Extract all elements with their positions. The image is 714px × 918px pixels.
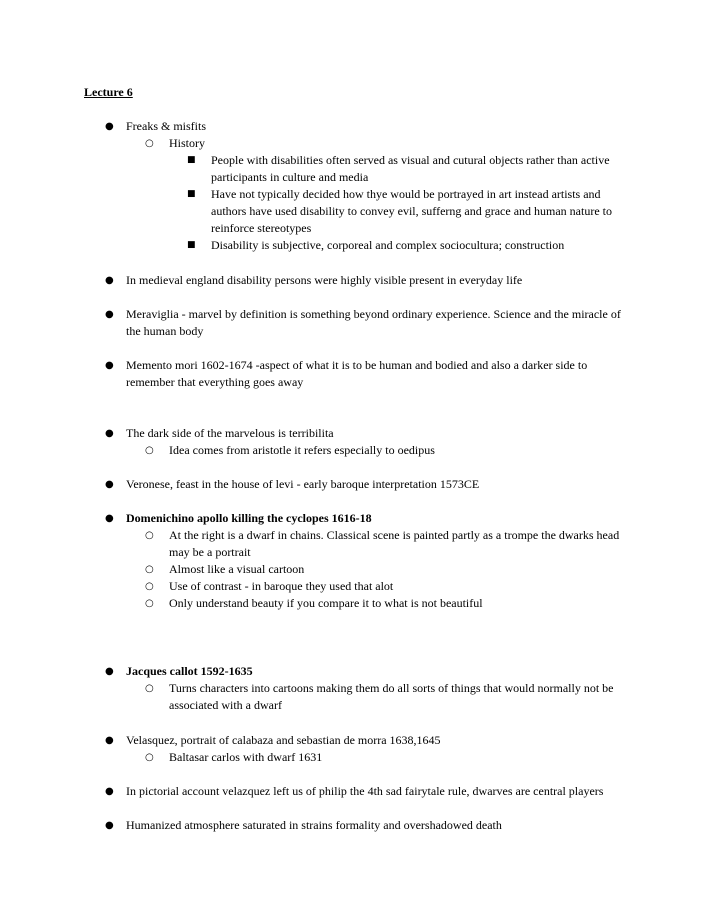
list-item: Humanized atmosphere saturated in strains formality and overshadowed death: [126, 818, 502, 832]
disc-bullet-icon: ●: [105, 820, 114, 831]
list-item: Velasquez, portrait of calabaza and sebastian de morra 1638,1645: [126, 733, 441, 747]
list-item: The dark side of the marvelous is terribilita: [126, 426, 334, 440]
circle-bullet-icon: ○: [145, 598, 154, 609]
circle-bullet-icon: ○: [145, 683, 154, 694]
page-title: Lecture 6: [84, 85, 133, 99]
list-item: Memento mori 1602-1674 -aspect of what it is to be human and bodied and also a darker side to remember that everything goes away: [126, 358, 588, 389]
disc-bullet-icon: ●: [105, 275, 114, 286]
circle-bullet-icon: ○: [145, 581, 154, 592]
square-bullet-icon: ■: [187, 240, 196, 250]
list-item: Jacques callot 1592-1635: [126, 664, 253, 678]
list-item: People with disabilities often served as visual and cutural objects rather than active participants in culture and media: [211, 153, 610, 184]
list-item: Veronese, feast in the house of levi - early baroque interpretation 1573CE: [126, 477, 480, 491]
circle-bullet-icon: ○: [145, 564, 154, 575]
list-item: Have not typically decided how thye would be portrayed in art instead artists and authors have used disability to convey evil, sufferng and grace and human nature to reinforce stereotypes: [211, 187, 612, 235]
square-bullet-icon: ■: [187, 155, 196, 165]
circle-bullet-icon: ○: [145, 530, 154, 541]
list-item: Disability is subjective, corporeal and complex sociocultura; construction: [211, 238, 565, 252]
list-item: Freaks & misfits: [126, 119, 206, 133]
disc-bullet-icon: ●: [105, 513, 114, 524]
list-item: Almost like a visual cartoon: [169, 562, 305, 576]
list-item: Domenichino apollo killing the cyclopes 1616-18: [126, 511, 372, 525]
list-item: History: [169, 136, 205, 150]
disc-bullet-icon: ●: [105, 428, 114, 439]
square-bullet-icon: ■: [187, 189, 196, 199]
disc-bullet-icon: ●: [105, 479, 114, 490]
disc-bullet-icon: ●: [105, 786, 114, 797]
disc-bullet-icon: ●: [105, 121, 114, 132]
list-item: Baltasar carlos with dwarf 1631: [169, 750, 323, 764]
circle-bullet-icon: ○: [145, 445, 154, 456]
list-item: At the right is a dwarf in chains. Classical scene is painted partly as a trompe the dwarks head may be a portrait: [169, 528, 620, 559]
disc-bullet-icon: ●: [105, 360, 114, 371]
disc-bullet-icon: ●: [105, 735, 114, 746]
circle-bullet-icon: ○: [145, 138, 154, 149]
list-item: Turns characters into cartoons making them do all sorts of things that would normally not be associated with a dwarf: [169, 681, 614, 712]
list-item: In medieval england disability persons were highly visible present in everyday life: [126, 273, 523, 287]
list-item: Only understand beauty if you compare it to what is not beautiful: [169, 596, 483, 610]
circle-bullet-icon: ○: [145, 752, 154, 763]
list-item: Meraviglia - marvel by definition is something beyond ordinary experience. Science and the miracle of the human body: [126, 307, 621, 338]
list-item: Use of contrast - in baroque they used that alot: [169, 579, 394, 593]
disc-bullet-icon: ●: [105, 666, 114, 677]
list-item: In pictorial account velazquez left us of philip the 4th sad fairytale rule, dwarves are central players: [126, 784, 604, 798]
disc-bullet-icon: ●: [105, 309, 114, 320]
list-item: Idea comes from aristotle it refers especially to oedipus: [169, 443, 435, 457]
